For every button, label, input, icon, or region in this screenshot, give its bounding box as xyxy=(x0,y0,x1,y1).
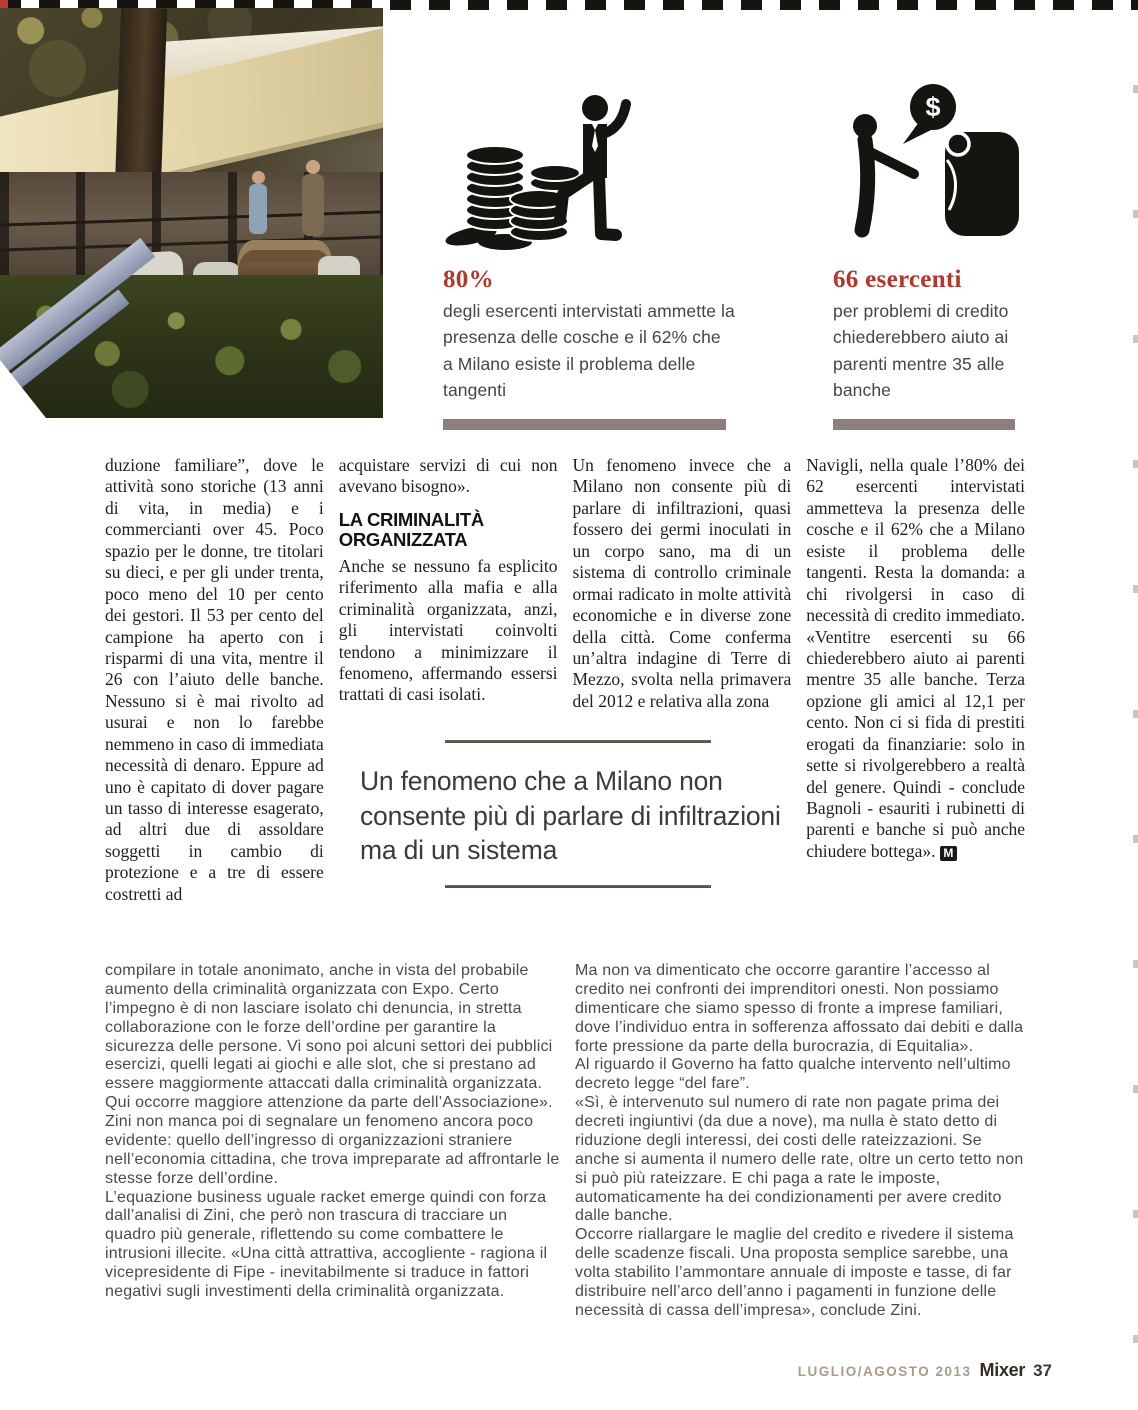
quote-rule-bottom xyxy=(445,885,711,888)
pull-quote-text: Un fenomeno che a Milano non consente più di parlare di infiltrazioni ma di un sistema xyxy=(360,766,781,866)
page-footer xyxy=(798,1360,1052,1381)
bottom-paragraph: L’equazione business uguale racket emerge quindi con forza dall’analisi di Zini, che però non trascura di tracciare un quadro più generale, riflettendo su come combattere le intrusioni illecite. «Una città attrattiva, accogliente - ragiona il vicepresidente di Fipe - inevitabilmente si traduce in fattori negativi sugli investimenti della criminalità organizzata. xyxy=(105,1188,548,1300)
column-text: Navigli, nella quale l’80% dei 62 esercenti intervistati ammetteva la presenza delle cosche e il 62% che a Milano esiste il problema delle tangenti. Resta la domanda: a chi rivolgersi in caso di necessità di credito immediato. «Ventitre esercenti su 66 chiederebbero aiuto ai parenti mentre 35 alle banche. Terza opzione gli amici al 12,1 per cento. Non ci si fida di prestiti erogati da finanziarie: solo in sette si rivolgerebbero a realtà del genere. Quindi - conclude Bagnoli - esauriti i rubinetti di parenti e banche si può anche chiudere bottega». xyxy=(806,455,1025,861)
bottom-paragraph: «Sì, è intervenuto sul numero di rate non pagate prima dei decreti ingiuntivi (da due a nove), ma nulla è stato detto di riduzione degli interessi, dei costi delle rateizzazioni. Se anche si aumenta il numero delle rate, oltre un certo tetto non si può più rateizzare. E chi paga a rate le imposte, automaticamente ha dei condizionamenti per avere credito dalle banche. xyxy=(575,1094,1024,1225)
bottom-paragraph: Ma non va dimenticato che occorre garantire l’accesso al credito nei confronti dei imprenditori onesti. Non possiamo dimenticare che siamo spesso di fronte a imprese familiari, dove l’individuo entra in sofferenza affossato dai debiti e dalla forte pressione da parte della burocrazia, di Equitalia». xyxy=(575,962,1024,1055)
crop-ticks xyxy=(1133,85,1138,1360)
pull-quote xyxy=(360,740,796,888)
section-heading: LA CRIMINALITÀ ORGANIZZATA xyxy=(338,508,484,550)
article-end-mark: M xyxy=(940,846,957,861)
bottom-text-left xyxy=(105,962,560,1302)
article-column-4 xyxy=(806,455,1025,905)
svg-text:$: $ xyxy=(925,92,941,122)
stat-text: degli esercenti intervistati ammette la presenza delle cosche e il 62% che a Milano esiste il problema delle tangenti xyxy=(443,301,735,400)
photo-corner xyxy=(0,360,46,418)
photo-person xyxy=(302,174,324,236)
stat-underline-bar xyxy=(443,419,726,430)
footer-issue-date: LUGLIO/AGOSTO 2013 xyxy=(797,1364,972,1379)
cafe-terrace-photo xyxy=(0,8,383,418)
bottom-paragraph: Occorre riallargare le maglie del credito e rivedere il sistema delle scadenze fiscali. Una proposta semplice sarebbe, una volta stabilito l’ammontare annuale di imposte e tasse, di far distribuire nell’arco dell’anno i pagamenti in funzione delle necessità di cassa dell’impresa», conclude Zini. xyxy=(575,1226,1014,1319)
photo-person xyxy=(306,160,320,174)
stat-value: 80% xyxy=(443,266,494,293)
stat-underline-bar xyxy=(833,419,1015,430)
stat-value: 66 esercenti xyxy=(833,266,962,293)
column-paragraph: duzione familiare”, dove le attività sono storiche (13 anni di vita, in media) e i commercianti over 45. Poco spazio per le donne, tre titolari su dieci, e per gli under trenta, poco meno del 10 per cento dei gestori. Il 53 per cento del campione ha aperto con i risparmi di una vita, mentre il 26 con l’aiuto delle banche. Nessuno si è mai rivolto ad usurai e non lo farebbe nemmeno in caso di immediata necessità di denaro. Eppure ad uno è capitato di dover pagare un tasso di interesse esagerato, ad altri due di assoldare soggetti in cambio di protezione e a tre di essere costretti ad xyxy=(105,455,324,904)
photo-person xyxy=(249,184,267,234)
coins-man-icon xyxy=(443,84,643,256)
footer-magazine-brand: Mixer xyxy=(979,1360,1026,1380)
photo-person xyxy=(252,171,265,184)
quote-rule-top xyxy=(445,740,711,743)
column-paragraph: Un fenomeno invece che a Milano non consente più di parlare di infiltrazioni, quasi fossero dei germi inoculati in un corpo sano, ma di un sistema di controllo criminale ormai radicato in molte attività economiche e in diverse zone della città. Come conferma un’altra indagine di Terre di Mezzo, svolta nella primavera del 2012 e relativa alla zona xyxy=(572,455,792,711)
bottom-paragraph: compilare in totale anonimato, anche in vista del probabile aumento della criminalità organizzata con Expo. Certo l’impegno è di non lasciare isolato chi denuncia, in stretta collaborazione con le forze dell’ordine per garantire la sicurezza delle persone. Vi sono poi alcuni settori dei pubblici esercizi, quelli legati ai giochi e alle slot, che si prestano ad essere maggiormente attaccati dalla criminalità organizzata. Qui occorre maggiore attenzione da parte dell’Associazione». Zini non manca poi di segnalare un fenomeno ancora poco evidente: quello dell’ingresso di organizzazioni straniere nell’economia cittadina, che trova impreparate ad affrontarle le stesse forze dell’ordine. xyxy=(105,962,560,1187)
stat-block-80-percent xyxy=(443,84,735,430)
column-paragraph: Anche se nessuno fa esplicito riferimento alla mafia e alla criminalità organizzata, anzi, gli intervistati coinvolti tendono a minimizzare il fenomeno, affermando essersi trattati di casi isolati. xyxy=(338,555,558,705)
column-paragraph: acquistare servizi di cui non avevano bisogno». xyxy=(338,455,558,497)
column-paragraph xyxy=(806,455,1025,862)
bottom-text-right xyxy=(575,962,1027,1321)
credit-conversation-icon xyxy=(833,80,1029,256)
stat-text: per problemi di credito chiederebbero aiuto ai parenti mentre 35 alle banche xyxy=(833,301,1009,400)
bottom-paragraph: Al riguardo il Governo ha fatto qualche intervento nell’ultimo decreto legge “del fare”. xyxy=(575,1056,1011,1093)
stat-block-66-esercenti xyxy=(833,80,1025,430)
article-column-1 xyxy=(105,455,324,905)
footer-page-number: 37 xyxy=(1033,1361,1052,1380)
